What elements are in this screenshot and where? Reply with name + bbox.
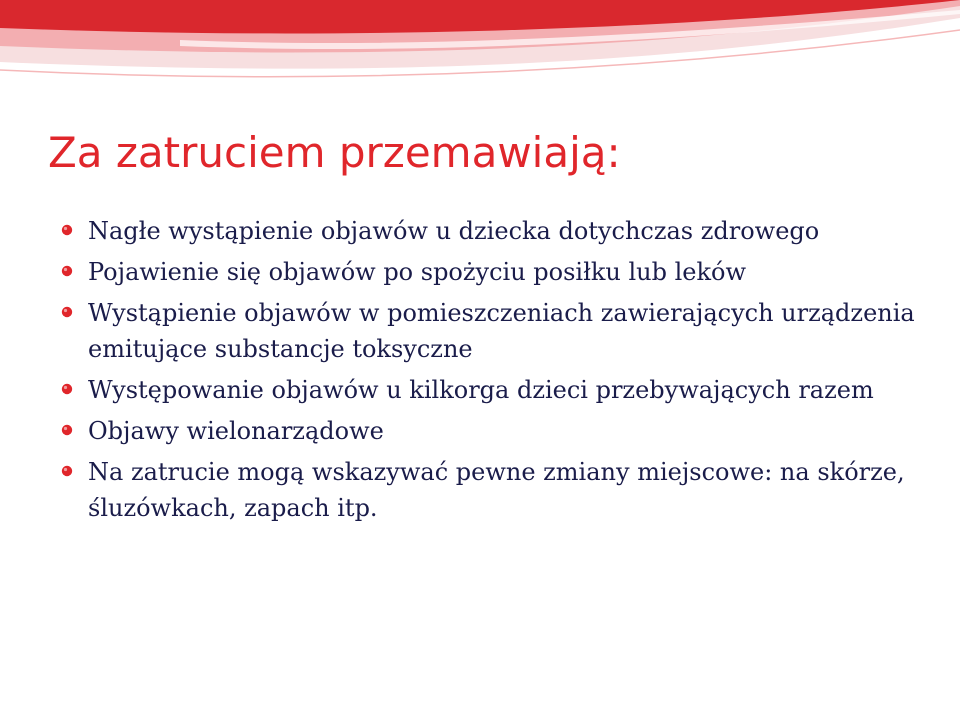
bullet-item	[60, 254, 920, 290]
bullet-dot-icon	[60, 382, 74, 396]
bullet-item	[60, 454, 920, 526]
slide-title: Za zatruciem przemawiają:	[48, 128, 621, 177]
bullet-text: Pojawienie się objawów po spożyciu posiłku lub leków	[88, 258, 747, 286]
bullet-dot-icon	[60, 423, 74, 437]
decorative-ribbons	[0, 0, 960, 110]
bullet-dot-icon	[60, 464, 74, 478]
bullet-item	[60, 372, 920, 408]
bullet-text: Na zatrucie mogą wskazywać pewne zmiany miejscowe: na skórze, śluzówkach, zapach itp.	[88, 458, 905, 522]
bullet-item	[60, 213, 920, 249]
bullet-item	[60, 295, 920, 367]
bullet-text: Objawy wielonarządowe	[88, 417, 384, 445]
bullet-dot-icon	[60, 305, 74, 319]
bullet-text: Wystąpienie objawów w pomieszczeniach zawierających urządzenia emitujące substancje toksyczne	[88, 299, 915, 363]
bullet-text: Nagłe wystąpienie objawów u dziecka dotychczas zdrowego	[88, 217, 820, 245]
bullet-list	[60, 213, 920, 531]
bullet-item	[60, 413, 920, 449]
bullet-text: Występowanie objawów u kilkorga dzieci przebywających razem	[88, 376, 874, 404]
bullet-dot-icon	[60, 223, 74, 237]
bullet-dot-icon	[60, 264, 74, 278]
